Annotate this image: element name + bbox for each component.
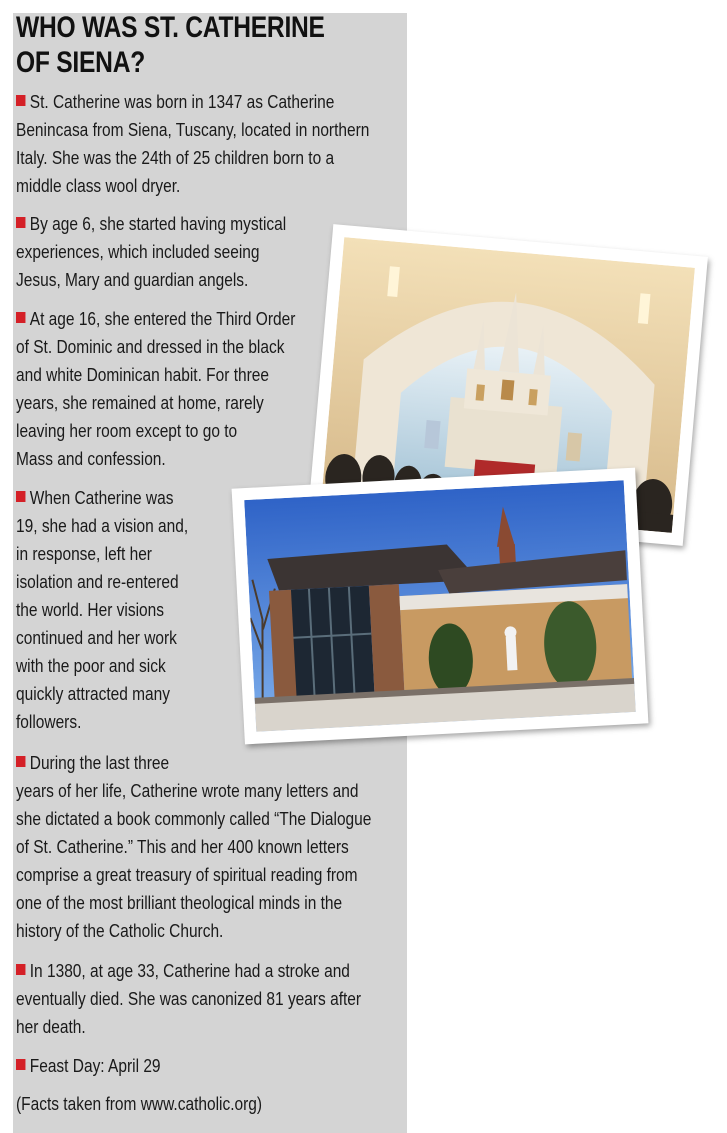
bullet-square-icon — [16, 95, 25, 106]
bullet-square-icon — [16, 1059, 25, 1070]
bullet-square-icon — [16, 756, 25, 767]
church-exterior-photo — [232, 468, 649, 745]
title-line-2: OF SIENA? — [16, 46, 145, 79]
title-line-1: WHO WAS ST. CATHERINE — [16, 11, 325, 44]
bullet-square-icon — [16, 491, 25, 502]
fact-paragraph-mystical: By age 6, she started having mystical experiences, which included seeing Jesus, Mary and guardian angels. — [16, 214, 287, 290]
fact-paragraph-death: In 1380, at age 33, Catherine had a stroke and eventually died. She was canonized 81 years after her death. — [16, 961, 362, 1037]
source-credit: (Facts taken from www.catholic.org) — [16, 1094, 263, 1114]
church-exterior-image — [244, 480, 636, 732]
fact-paragraph-vision: When Catherine was 19, she had a vision and, in response, left her isolation and re-entered the world. Her visions continued and her work with the poor and sick quickly attracted many followers. — [16, 488, 189, 732]
fact-paragraph-letters: During the last three years of her life, Catherine wrote many letters and she dictated a book commonly called “The Dialogue of St. Catherine.” This and her 400 known letters comprise a great treasury of spiritual reading from one of the most brilliant theological minds in the history of the Catholic Church. — [16, 753, 372, 941]
fact-paragraph-third-order: At age 16, she entered the Third Order of St. Dominic and dressed in the black and white Dominican habit. For three years, she remained at home, rarely leaving her room except to go to Mass and confession. — [16, 309, 296, 469]
sidebar-title — [16, 10, 325, 80]
bullet-square-icon — [16, 312, 25, 323]
fact-paragraph-feast-day: Feast Day: April 29 — [16, 1052, 161, 1080]
bullet-square-icon — [16, 964, 25, 975]
fact-paragraph-birth: St. Catherine was born in 1347 as Catherine Benincasa from Siena, Tuscany, located in northern Italy. She was the 24th of 25 children born to a middle class wool dryer. — [16, 92, 370, 196]
bullet-square-icon — [16, 217, 25, 228]
